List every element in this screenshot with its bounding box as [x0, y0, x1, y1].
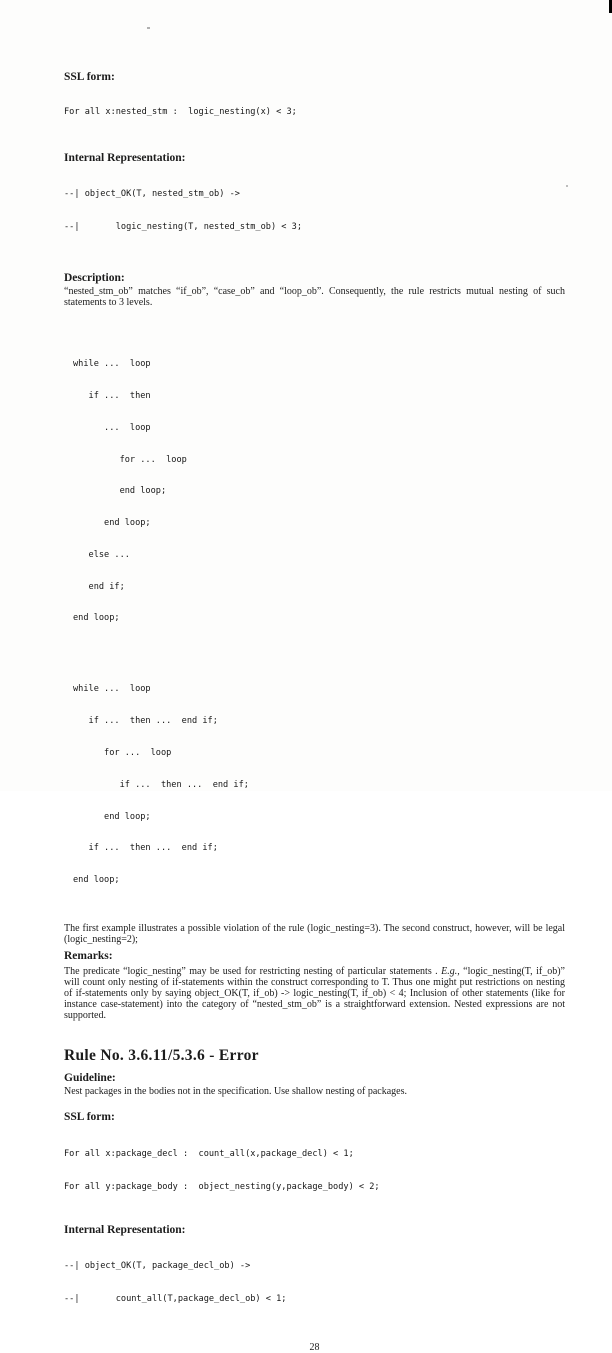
code-line: end loop;	[73, 613, 120, 624]
code-example-2	[73, 663, 565, 907]
example-note: The first example illustrates a possible violation of the rule (logic_nesting=3). The second construct, however, will be legal (logic_nesting=2);	[64, 922, 565, 945]
code-line: end loop;	[73, 811, 151, 822]
remarks-eg-italic: E.g.,	[441, 965, 460, 977]
code-line: if ... then ... end if;	[73, 716, 218, 727]
remarks-text-part2: “logic_nesting(T, if_ob)” will count only nesting of if-statements within the construct corresponding to T. Thus one might put restrictions on nesting of if-statements only by saying object_OK(T, if_ob) -> logic_nesting(T, if_ob) < 4; Inclusion of other statements (like for instance case-statement) into the category of “nested_stm_ob” is a straightforward extension. Nested expressions are not supported.	[64, 965, 565, 1021]
code-line: if ... then	[73, 390, 151, 401]
code-example-1	[73, 338, 565, 645]
internal-rep-2-heading: Internal Representation:	[64, 1223, 186, 1236]
code-line: For all y:package_body : object_nesting(y,package_body) < 2;	[64, 1181, 380, 1192]
code-line: end loop;	[73, 875, 120, 886]
code-line: end if;	[73, 581, 125, 592]
code-line: end loop;	[73, 518, 151, 529]
guideline-heading: Guideline:	[64, 1071, 116, 1084]
code-line: --| object_OK(T, nested_stm_ob) ->	[64, 189, 240, 199]
code-line: ... loop	[73, 422, 151, 433]
scan-artifact-dot	[566, 185, 568, 187]
description-text: “nested_stm_ob” matches “if_ob”, “case_ob” and “loop_ob”. Consequently, the rule restricts mutual nesting of such statements to 3 levels.	[64, 286, 565, 308]
scan-artifact-tick	[147, 27, 150, 29]
guideline-text: Nest packages in the bodies not in the specification. Use shallow nesting of packages.	[64, 1085, 407, 1097]
internal-rep-2-code	[64, 1239, 565, 1327]
code-line: For all x:package_decl : count_all(x,package_decl) < 1;	[64, 1148, 354, 1159]
internal-rep-1-heading: Internal Representation:	[64, 152, 186, 164]
code-line: while ... loop	[73, 359, 151, 370]
rule-title: Rule No. 3.6.11/5.3.6 - Error	[64, 1046, 259, 1064]
code-line: if ... then ... end if;	[73, 779, 249, 790]
code-line: while ... loop	[73, 684, 151, 695]
page-number: 28	[309, 1341, 320, 1353]
ssl-form-1-heading: SSL form:	[64, 71, 115, 83]
code-line: if ... then ... end if;	[73, 843, 218, 854]
code-line: --| logic_nesting(T, nested_stm_ob) < 3;	[64, 222, 302, 232]
remarks-text	[64, 966, 565, 1021]
code-line: for ... loop	[73, 454, 187, 465]
description-heading: Description:	[64, 272, 125, 284]
code-line: For all x:nested_stm : logic_nesting(x) < 3;	[64, 107, 297, 117]
code-line: end loop;	[73, 486, 167, 497]
code-line: for ... loop	[73, 747, 172, 758]
ssl-form-2-code	[64, 1127, 565, 1215]
ssl-form-2-heading: SSL form:	[64, 1110, 115, 1123]
remarks-heading: Remarks:	[64, 949, 113, 962]
remarks-text-part1: The predicate “logic_nesting” may be used for restricting nesting of particular statements .	[64, 965, 442, 977]
code-line: --| object_OK(T, package_decl_ob) ->	[64, 1260, 251, 1271]
ssl-form-1-code	[64, 85, 565, 140]
internal-rep-1-code	[64, 167, 565, 255]
code-line: else ...	[73, 549, 130, 560]
code-line: --| count_all(T,package_decl_ob) < 1;	[64, 1293, 287, 1304]
